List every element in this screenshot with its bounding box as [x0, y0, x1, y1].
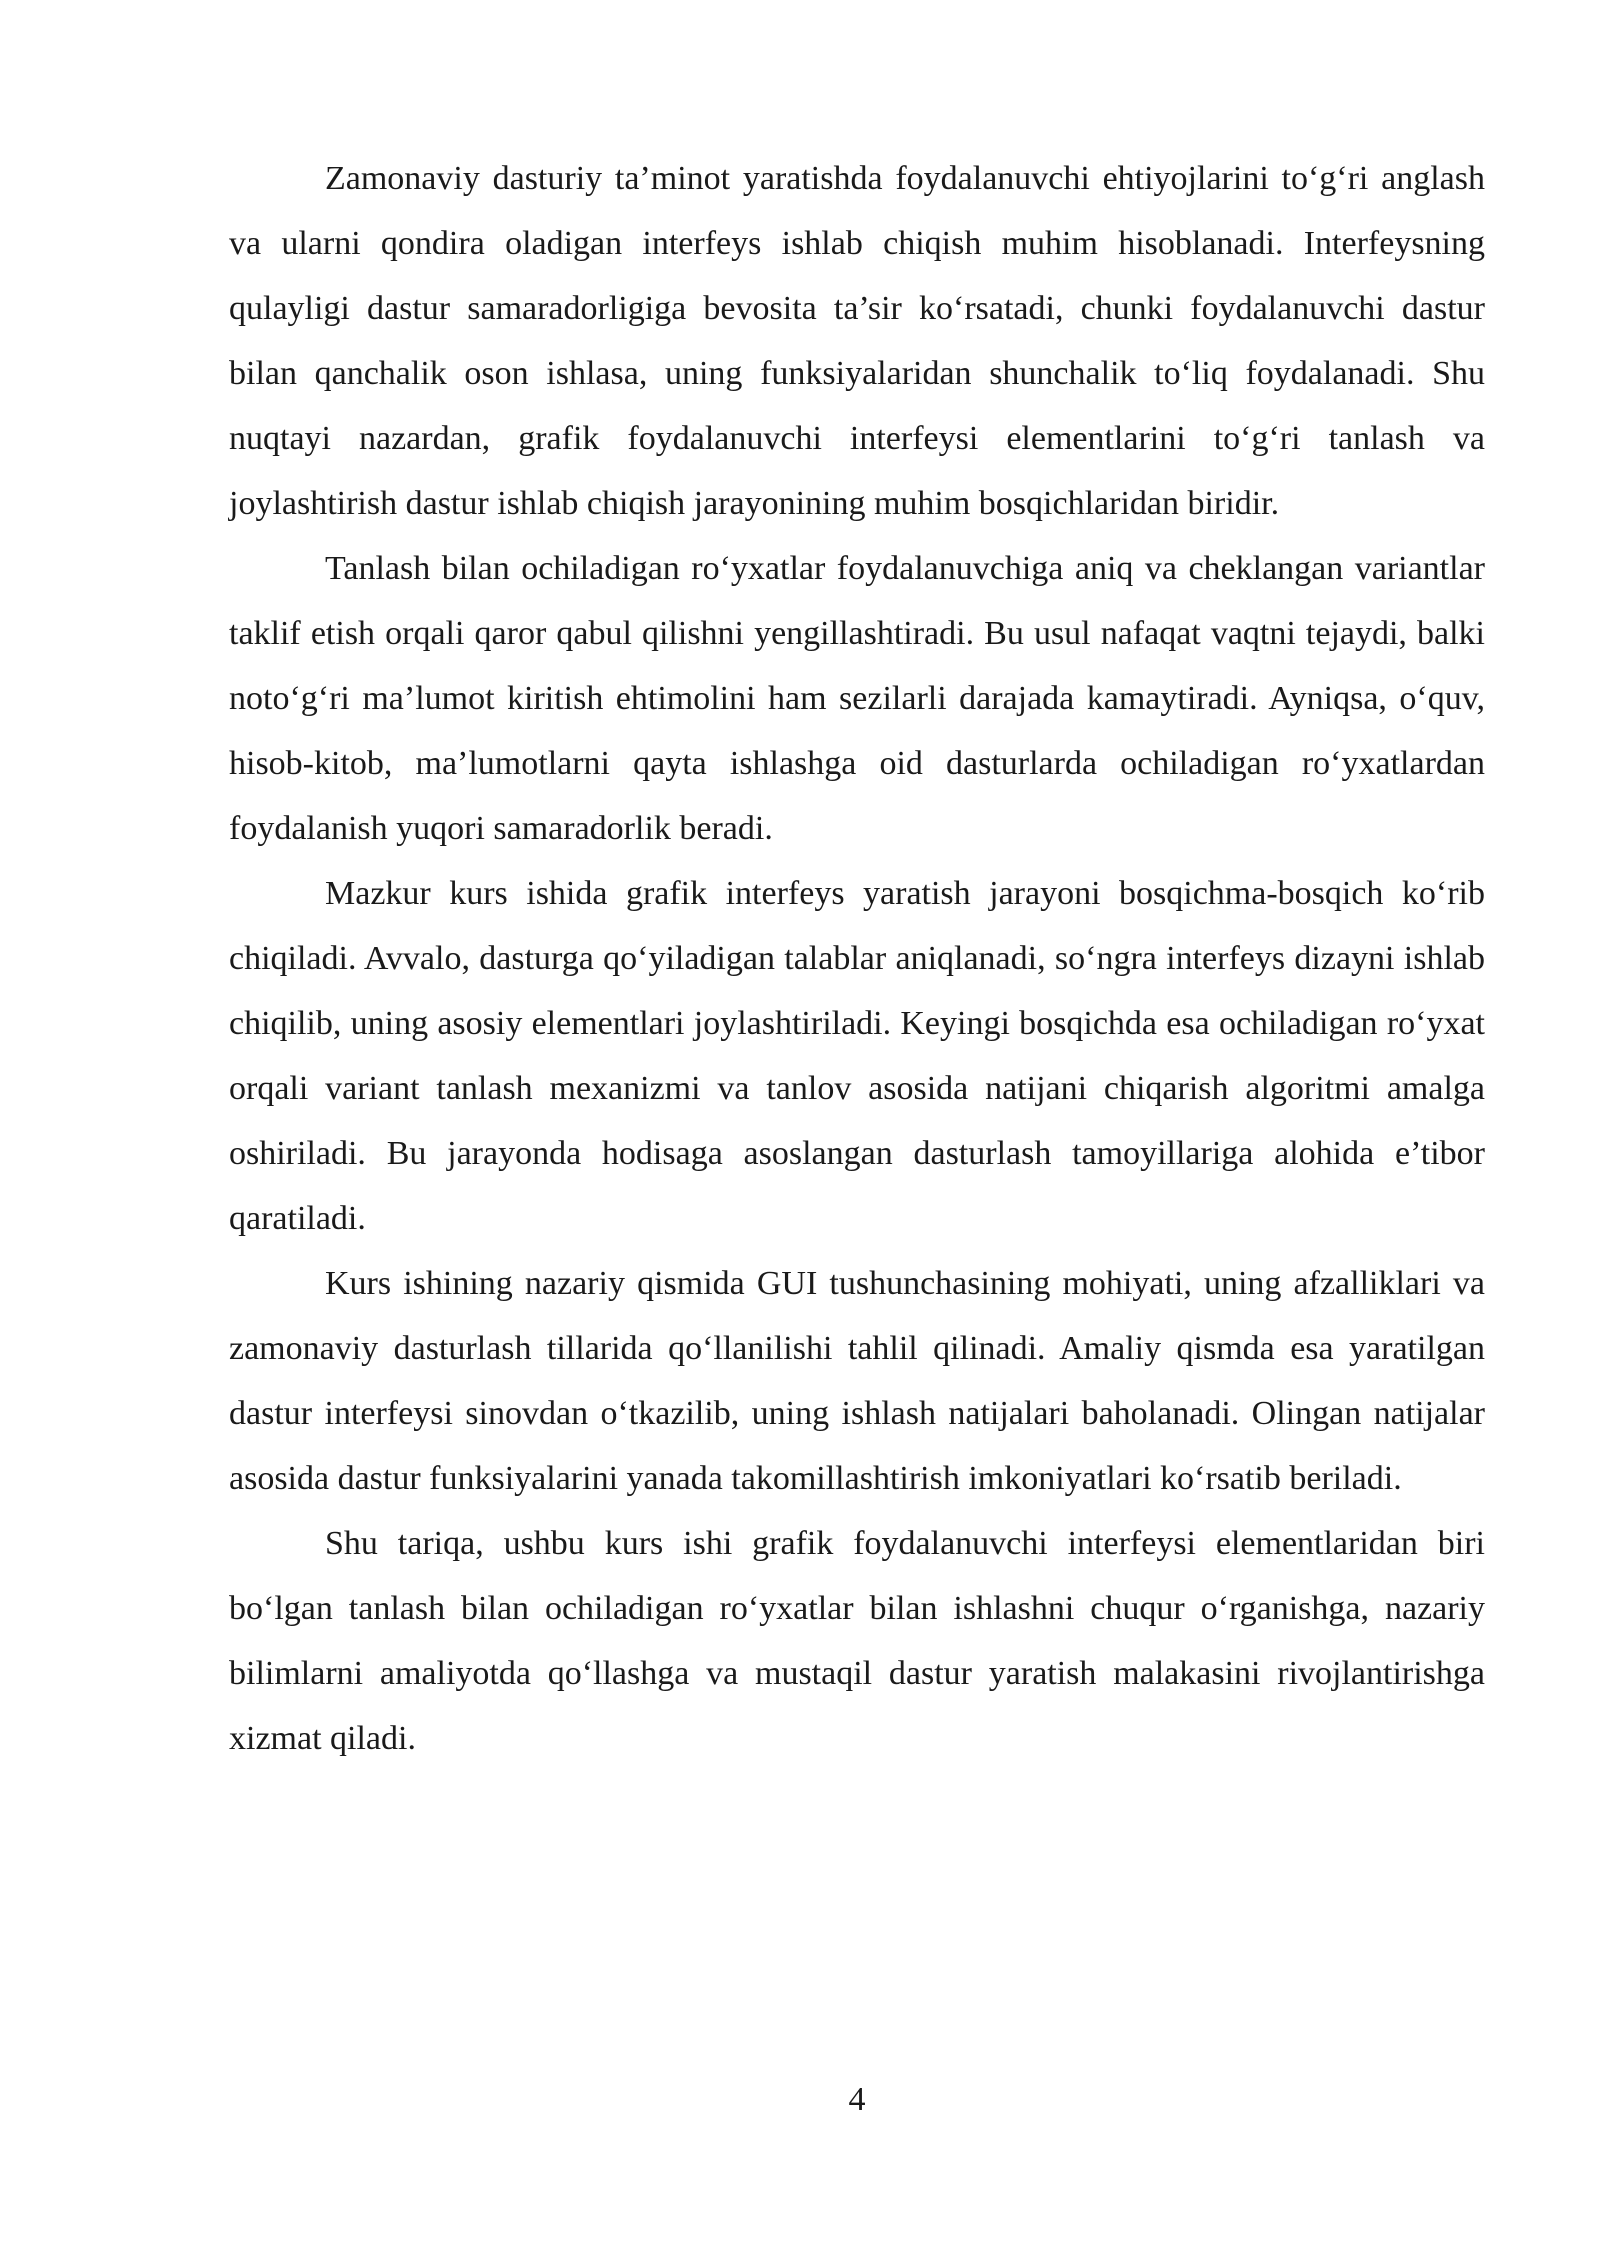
paragraph-3: Mazkur kurs ishida grafik interfeys yaratish jarayoni bosqichma-bosqich ko‘rib chiqiladi. Avvalo, dasturga qo‘yiladigan talablar aniqlanadi, so‘ngra interfeys dizayni ishlab chiqilib, uning asosiy elementlari joylashtiriladi. Keyingi bosqichda esa ochiladigan ro‘yxat orqali variant tanlash mexanizmi va tanlov asosida natijani chiqarish algoritmi amalga oshiriladi. Bu jarayonda hodisaga asoslangan dasturlash tamoyillariga alohida e’tibor qaratiladi. [229, 875, 1485, 1237]
paragraph-1: Zamonaviy dasturiy ta’minot yaratishda foydalanuvchi ehtiyojlarini to‘g‘ri anglash va ularni qondira oladigan interfeys ishlab chiqish muhim hisoblanadi. Interfeysning qulayligi dastur samaradorligiga bevosita ta’sir ko‘rsatadi, chunki foydalanuvchi dastur bilan qanchalik oson ishlasa, uning funksiyalaridan shunchalik to‘liq foydalanadi. Shu nuqtayi nazardan, grafik foydalanuvchi interfeysi elementlarini to‘g‘ri tanlash va joylashtirish dastur ishlab chiqish jarayonining muhim bosqichlaridan biridir. [229, 160, 1485, 522]
paragraph-5: Shu tariqa, ushbu kurs ishi grafik foydalanuvchi interfeysi elementlaridan biri bo‘lgan tanlash bilan ochiladigan ro‘yxatlar bilan ishlashni chuqur o‘rganishga, nazariy bilimlarni amaliyotda qo‘llashga va mustaqil dastur yaratish malakasini rivojlantirishga xizmat qiladi. [229, 1525, 1485, 1757]
paragraph-2: Tanlash bilan ochiladigan ro‘yxatlar foydalanuvchiga aniq va cheklangan variantlar taklif etish orqali qaror qabul qilishni yengillashtiradi. Bu usul nafaqat vaqtni tejaydi, balki noto‘g‘ri ma’lumot kiritish ehtimolini ham sezilarli darajada kamaytiradi. Ayniqsa, o‘quv, hisob-kitob, ma’lumotlarni qayta ishlashga oid dasturlarda ochiladigan ro‘yxatlardan foydalanish yuqori samaradorlik beradi. [229, 550, 1485, 847]
page-number: 4 [848, 2081, 866, 2118]
paragraph-4: Kurs ishining nazariy qismida GUI tushunchasining mohiyati, uning afzalliklari va zamonaviy dasturlash tillarida qo‘llanilishi tahlil qilinadi. Amaliy qismda esa yaratilgan dastur interfeysi sinovdan o‘tkazilib, uning ishlash natijalari baholanadi. Olingan natijalar asosida dastur funksiyalarini yanada takomillashtirish imkoniyatlari ko‘rsatib beriladi. [229, 1265, 1485, 1497]
body-text [229, 146, 1485, 1771]
